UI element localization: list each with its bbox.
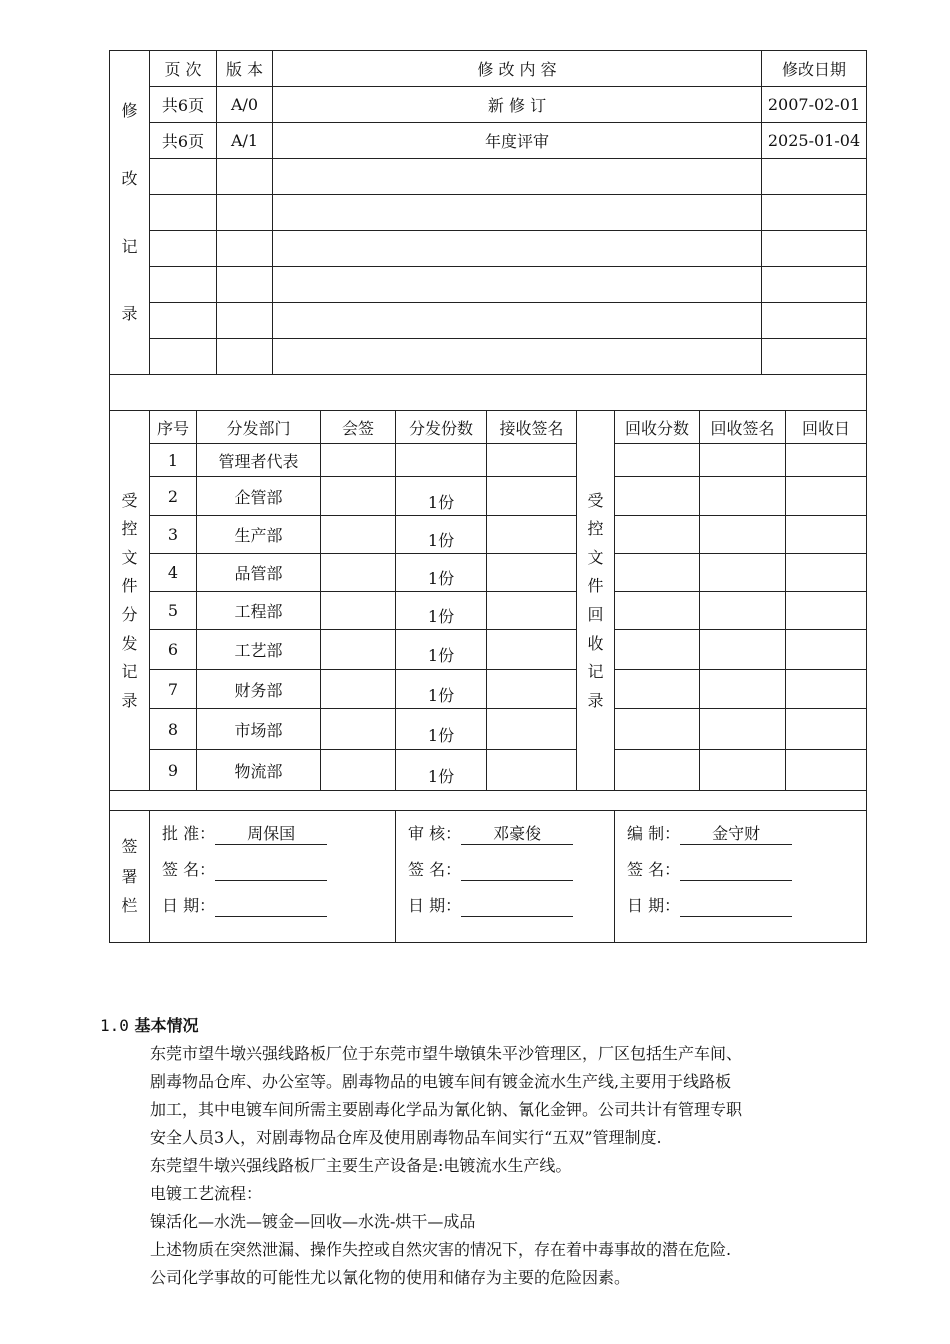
approve-block: 批 准： 周保国 签 名： 日 期： — [150, 811, 396, 943]
distribution-record-table — [109, 374, 867, 943]
section-heading: 1.0 基本情况 — [100, 1016, 199, 1035]
preparer-name: 金守财 — [680, 824, 792, 845]
table-row: 4 品管部 1份 — [110, 554, 867, 592]
header-recall-sign: 回收签名 — [700, 411, 786, 444]
paragraph-line: 公司化学事故的可能性尤以氰化物的使用和储存为主要的危险因素。 — [150, 1268, 631, 1287]
paragraph-line: 安全人员3人，对剧毒物品仓库及使用剧毒物品车间实行“五双”管理制度. — [150, 1128, 662, 1147]
revision-record-label: 修 改 记 录 — [110, 51, 150, 375]
distribution-record-label: 受 控 文 件 分 发 记 录 — [110, 411, 150, 791]
spacer-row — [110, 791, 867, 811]
review-date-field[interactable] — [461, 896, 573, 917]
table-row: 7 财务部 1份 — [110, 670, 867, 709]
revision-row-empty — [110, 303, 867, 339]
basic-info-section — [100, 1013, 880, 1292]
revision-row-empty — [110, 231, 867, 267]
paragraph-line: 东莞望牛墩兴强线路板厂主要生产设备是:电镀流水生产线。 — [150, 1156, 572, 1175]
prepare-date-field[interactable] — [680, 896, 792, 917]
table-row: 8 市场部 1份 — [110, 709, 867, 750]
prepare-signature-field[interactable] — [680, 860, 792, 881]
paragraph-line: 镍活化—水洗—镀金—回收—水洗-烘干—成品 — [150, 1212, 476, 1231]
header-version: 版 本 — [217, 51, 273, 87]
revision-row-empty — [110, 339, 867, 375]
prepare-block: 编 制： 金守财 签 名： 日 期： — [615, 811, 867, 943]
paragraph-line: 加工，其中电镀车间所需主要剧毒化学品为氰化钠、氰化金钾。公司共计有管理专职 — [150, 1100, 743, 1119]
header-no: 序号 — [150, 411, 197, 444]
revision-row: 共6页 A/1 年度评审 2025-01-04 — [110, 123, 867, 159]
review-signature-field[interactable] — [461, 860, 573, 881]
header-countersign: 会签 — [321, 411, 396, 444]
header-copies: 分发份数 — [396, 411, 487, 444]
header-recall-copies: 回收分数 — [615, 411, 700, 444]
table-row: 5 工程部 1份 — [110, 592, 867, 630]
revision-record-table — [109, 50, 867, 375]
paragraph-line: 电镀工艺流程： — [150, 1184, 263, 1203]
table-row: 6 工艺部 1份 — [110, 630, 867, 670]
signature-label: 签 署 栏 — [110, 811, 150, 943]
table-row: 9 物流部 1份 — [110, 750, 867, 791]
paragraph-line: 上述物质在突然泄漏、操作失控或自然灾害的情况下，存在着中毒事故的潜在危险. — [150, 1240, 732, 1259]
table-row: 3 生产部 1份 — [110, 516, 867, 554]
header-recall-date: 回收日 — [786, 411, 867, 444]
header-content: 修 改 内 容 — [273, 51, 762, 87]
table-row: 2 企管部 1份 — [110, 477, 867, 516]
table-row: 1 管理者代表 — [110, 444, 867, 477]
spacer-row — [110, 375, 867, 411]
approve-date-field[interactable] — [215, 896, 327, 917]
paragraph-line: 东莞市望牛墩兴强线路板厂位于东莞市望牛墩镇朱平沙管理区，厂区包括生产车间、 — [150, 1044, 743, 1063]
header-pages: 页 次 — [150, 51, 217, 87]
revision-row-empty — [110, 267, 867, 303]
revision-row: 共6页 A/0 新 修 订 2007-02-01 — [110, 87, 867, 123]
header-dept: 分发部门 — [197, 411, 321, 444]
header-date: 修改日期 — [762, 51, 867, 87]
revision-row-empty — [110, 195, 867, 231]
approver-name: 周保国 — [215, 824, 327, 845]
recall-record-label: 受 控 文 件 回 收 记 录 — [577, 411, 615, 791]
reviewer-name: 邓豪俊 — [461, 824, 573, 845]
paragraph-line: 剧毒物品仓库、办公室等。剧毒物品的电镀车间有镀金流水生产线,主要用于线路板 — [150, 1072, 732, 1091]
header-receive-sign: 接收签名 — [487, 411, 577, 444]
review-block: 审 核： 邓豪俊 签 名： 日 期： — [396, 811, 615, 943]
approve-signature-field[interactable] — [215, 860, 327, 881]
revision-row-empty — [110, 159, 867, 195]
